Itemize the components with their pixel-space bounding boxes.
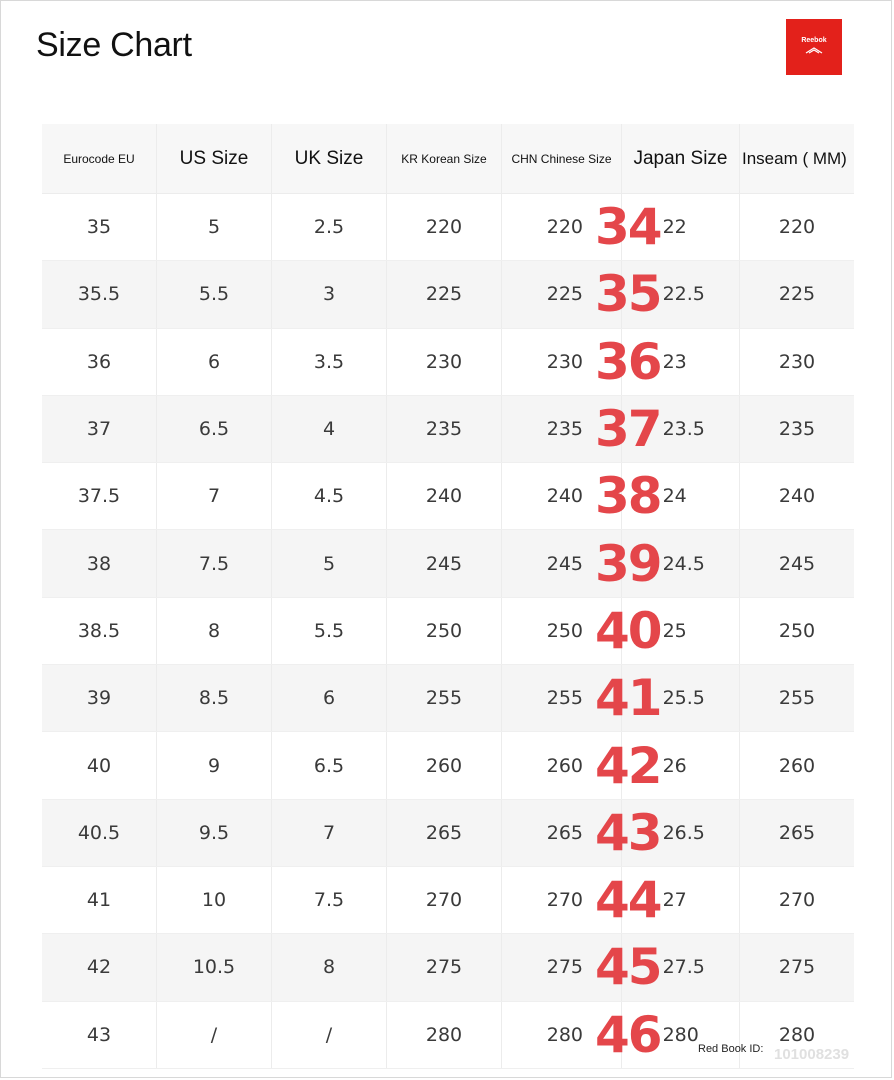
cell-us: 7.5: [157, 530, 272, 596]
header-inseam: Inseam ( MM): [742, 149, 847, 168]
cell-eu: 40.5: [42, 800, 157, 866]
overlay-size-number: 43: [595, 803, 661, 862]
cell-uk: 3: [272, 261, 387, 327]
table-row: [42, 530, 854, 597]
header-uk: UK Size: [272, 124, 387, 193]
cell-inseam: 280: [778, 1023, 816, 1046]
cell-eu: 42: [42, 934, 157, 1000]
table-row: [42, 800, 854, 867]
cell-us: 7: [157, 463, 272, 529]
cell-us: 8.5: [157, 665, 272, 731]
japan-size-value: 23.5: [662, 418, 705, 441]
table-row: [42, 665, 854, 732]
table-row: [42, 396, 854, 463]
table-row: [42, 194, 854, 261]
cell-eu: 35: [42, 194, 157, 260]
cell-japan: [595, 1002, 740, 1068]
cell-uk: 6: [272, 665, 387, 731]
cell-us: /: [157, 1002, 272, 1068]
cell-chn: 225: [502, 261, 622, 327]
japan-size-value: 26.5: [662, 821, 705, 844]
cell-uk: 7: [272, 800, 387, 866]
cell-inseam: 245: [778, 552, 816, 575]
watermark-label: Red Book ID:: [698, 1043, 764, 1055]
cell-inseam: 240: [778, 485, 816, 508]
cell-eu: 39: [42, 665, 157, 731]
table-body: [42, 194, 854, 1069]
header-japan: Japan Size: [622, 124, 740, 193]
cell-kr: 260: [387, 732, 502, 798]
header-kr: KR Korean Size: [387, 124, 502, 193]
cell-us: 5.5: [157, 261, 272, 327]
cell-uk: 4.5: [272, 463, 387, 529]
cell-us: 8: [157, 598, 272, 664]
table-header: [42, 124, 854, 194]
cell-uk: 3.5: [272, 329, 387, 395]
table-row: [42, 463, 854, 530]
cell-eu: 36: [42, 329, 157, 395]
cell-eu: 37: [42, 396, 157, 462]
cell-us: 5: [157, 194, 272, 260]
japan-size-value: 24.5: [662, 552, 705, 575]
overlay-size-number: 34: [595, 198, 661, 257]
header-eu: Eurocode EU: [42, 124, 157, 193]
cell-us: 6.5: [157, 396, 272, 462]
cell-kr: 245: [387, 530, 502, 596]
table-row: [42, 1002, 854, 1069]
cell-eu: 38.5: [42, 598, 157, 664]
cell-uk: 7.5: [272, 867, 387, 933]
overlay-size-number: 44: [595, 871, 661, 930]
reebok-logo: [786, 19, 842, 75]
cell-inseam: 275: [778, 956, 816, 979]
cell-us: 10: [157, 867, 272, 933]
overlay-size-number: 46: [595, 1005, 661, 1064]
cell-inseam: 235: [778, 418, 816, 441]
overlay-size-number: 45: [595, 938, 661, 997]
japan-size-value: 25.5: [662, 687, 705, 710]
cell-kr: 235: [387, 396, 502, 462]
cell-japan: [595, 598, 740, 664]
cell-kr: 255: [387, 665, 502, 731]
cell-eu: 35.5: [42, 261, 157, 327]
cell-japan: [595, 396, 740, 462]
overlay-size-number: 36: [595, 332, 661, 391]
cell-kr: 265: [387, 800, 502, 866]
cell-japan: [595, 867, 740, 933]
cell-uk: /: [272, 1002, 387, 1068]
cell-chn: 250: [502, 598, 622, 664]
overlay-size-number: 37: [595, 400, 661, 459]
japan-size-value: 27: [662, 889, 687, 912]
cell-uk: 8: [272, 934, 387, 1000]
japan-size-value: 22: [662, 216, 687, 239]
cell-kr: 230: [387, 329, 502, 395]
cell-chn: 265: [502, 800, 622, 866]
cell-eu: 43: [42, 1002, 157, 1068]
japan-size-value: 27.5: [662, 956, 705, 979]
overlay-size-number: 41: [595, 669, 661, 728]
cell-chn: 280: [502, 1002, 622, 1068]
cell-japan: [595, 261, 740, 327]
overlay-size-number: 38: [595, 467, 661, 526]
cell-inseam: 230: [778, 350, 816, 373]
table-row: [42, 867, 854, 934]
watermark-id: 101008239: [774, 1046, 850, 1063]
page-title: Size Chart: [36, 26, 192, 64]
cell-chn: 275: [502, 934, 622, 1000]
size-table: [42, 124, 854, 1069]
cell-kr: 220: [387, 194, 502, 260]
table-row: [42, 934, 854, 1001]
cell-uk: 2.5: [272, 194, 387, 260]
cell-inseam: 270: [778, 889, 816, 912]
cell-japan: [595, 530, 740, 596]
cell-chn: 230: [502, 329, 622, 395]
cell-chn: 260: [502, 732, 622, 798]
cell-chn: 255: [502, 665, 622, 731]
cell-inseam: 225: [778, 283, 816, 306]
japan-size-value: 24: [662, 485, 687, 508]
japan-size-value: 22.5: [662, 283, 705, 306]
cell-japan: [595, 934, 740, 1000]
overlay-size-number: 35: [595, 265, 661, 324]
cell-kr: 270: [387, 867, 502, 933]
table-row: [42, 261, 854, 328]
delta-icon: [805, 46, 823, 54]
cell-eu: 41: [42, 867, 157, 933]
cell-chn: 270: [502, 867, 622, 933]
cell-us: 9.5: [157, 800, 272, 866]
cell-us: 6: [157, 329, 272, 395]
japan-size-value: 25: [662, 619, 687, 642]
cell-japan: [595, 329, 740, 395]
cell-uk: 5: [272, 530, 387, 596]
cell-japan: [595, 194, 740, 260]
cell-uk: 4: [272, 396, 387, 462]
overlay-size-number: 39: [595, 534, 661, 593]
table-row: [42, 732, 854, 799]
table-row: [42, 329, 854, 396]
cell-inseam: 220: [778, 216, 816, 239]
cell-eu: 40: [42, 732, 157, 798]
cell-kr: 250: [387, 598, 502, 664]
cell-uk: 6.5: [272, 732, 387, 798]
table-row: [42, 598, 854, 665]
cell-inseam: 260: [778, 754, 816, 777]
cell-uk: 5.5: [272, 598, 387, 664]
cell-inseam: 255: [778, 687, 816, 710]
cell-chn: 220: [502, 194, 622, 260]
cell-kr: 275: [387, 934, 502, 1000]
cell-chn: 245: [502, 530, 622, 596]
cell-kr: 225: [387, 261, 502, 327]
cell-eu: 38: [42, 530, 157, 596]
japan-size-value: 26: [662, 754, 687, 777]
logo-text: Reebok: [801, 36, 827, 44]
cell-inseam: 250: [778, 619, 816, 642]
header-us: US Size: [157, 124, 272, 193]
header-chn: CHN Chinese Size: [502, 124, 622, 193]
cell-japan: [595, 463, 740, 529]
cell-japan: [595, 665, 740, 731]
cell-kr: 280: [387, 1002, 502, 1068]
cell-us: 9: [157, 732, 272, 798]
cell-us: 10.5: [157, 934, 272, 1000]
cell-japan: [595, 800, 740, 866]
cell-eu: 37.5: [42, 463, 157, 529]
japan-size-value: 23: [662, 350, 687, 373]
cell-chn: 235: [502, 396, 622, 462]
cell-chn: 240: [502, 463, 622, 529]
overlay-size-number: 42: [595, 736, 661, 795]
japan-size-value: 280: [662, 1023, 699, 1046]
cell-inseam: 265: [778, 821, 816, 844]
cell-japan: [595, 732, 740, 798]
overlay-size-number: 40: [595, 601, 661, 660]
cell-kr: 240: [387, 463, 502, 529]
